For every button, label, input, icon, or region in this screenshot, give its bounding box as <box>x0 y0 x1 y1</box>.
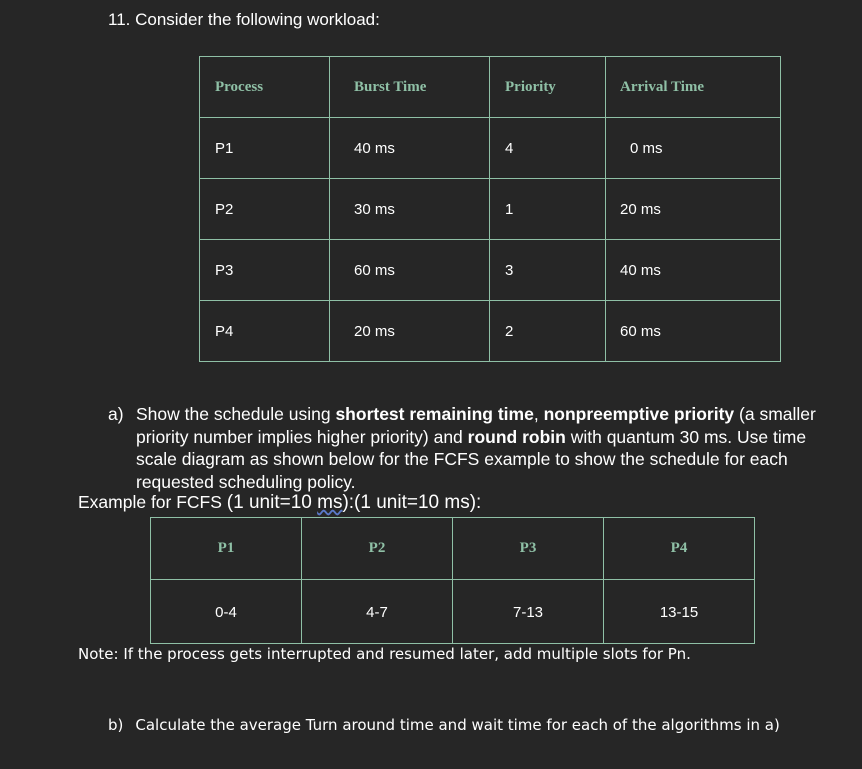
cell-burst: 20 ms <box>330 301 490 362</box>
cell-priority: 2 <box>490 301 606 362</box>
fcfs-process-cell: P4 <box>604 518 755 580</box>
cell-process: P3 <box>200 240 330 301</box>
header-process: Process <box>200 57 330 118</box>
part-a-text-2: , <box>533 404 544 424</box>
cell-arrival: 40 ms <box>606 240 781 301</box>
part-a-text-4: with quantum 30 ms. Use time scale diagram as shown below for the FCFS example to show the schedule for each requested scheduling policy. <box>136 426 807 492</box>
workload-table <box>199 56 781 362</box>
fcfs-process-cell: P3 <box>453 518 604 580</box>
fcfs-range-row <box>151 580 755 644</box>
fcfs-process-cell: P2 <box>302 518 453 580</box>
header-priority: Priority <box>490 57 606 118</box>
example-unit-ms: ms <box>317 492 343 513</box>
part-a-paragraph <box>108 403 828 493</box>
header-arrival-time: Arrival Time <box>606 57 781 118</box>
table-row <box>200 240 781 301</box>
cell-process: P1 <box>200 118 330 179</box>
part-a-text-1: Show the schedule using <box>136 404 336 424</box>
cell-burst: 60 ms <box>330 240 490 301</box>
fcfs-range-cell: 0-4 <box>151 580 302 644</box>
cell-process: P4 <box>200 301 330 362</box>
fcfs-gantt-table <box>150 517 755 644</box>
table-row <box>200 118 781 179</box>
example-unit-2: ):(1 unit=10 ms): <box>342 492 482 513</box>
part-a-bold-rr: round robin <box>467 426 566 447</box>
cell-priority: 1 <box>490 179 606 240</box>
cell-process: P2 <box>200 179 330 240</box>
part-a-text-3: (a smaller priority number implies higher priority) and <box>136 404 816 447</box>
part-b-paragraph <box>108 716 780 734</box>
part-a-bold-priority: nonpreemptive priority <box>543 404 735 424</box>
table-row <box>200 179 781 240</box>
cell-burst: 40 ms <box>330 118 490 179</box>
example-prefix: Example for FCFS <box>78 492 227 512</box>
fcfs-range-cell: 4-7 <box>302 580 453 644</box>
part-b-marker: b) <box>108 716 124 734</box>
cell-priority: 4 <box>490 118 606 179</box>
table-row <box>200 301 781 362</box>
fcfs-range-cell: 7-13 <box>453 580 604 644</box>
question-title: 11. Consider the following workload: <box>108 10 380 29</box>
cell-priority: 3 <box>490 240 606 301</box>
fcfs-process-cell: P1 <box>151 518 302 580</box>
example-unit-1: (1 unit=10 <box>226 492 318 513</box>
cell-burst: 30 ms <box>330 179 490 240</box>
part-a-marker: a) <box>108 404 124 424</box>
fcfs-process-row <box>151 518 755 580</box>
cell-arrival: 60 ms <box>606 301 781 362</box>
note-text: Note: If the process gets interrupted and resumed later, add multiple slots for Pn. <box>78 645 691 663</box>
part-a-bold-srt: shortest remaining time <box>335 404 534 424</box>
part-a-text <box>136 403 828 493</box>
example-label <box>78 492 481 514</box>
cell-arrival: 0 ms <box>606 118 781 179</box>
part-b-text: Calculate the average Turn around time and wait time for each of the algorithms in a) <box>135 716 780 734</box>
fcfs-range-cell: 13-15 <box>604 580 755 644</box>
header-burst-time: Burst Time <box>330 57 490 118</box>
cell-arrival: 20 ms <box>606 179 781 240</box>
workload-header-row <box>200 57 781 118</box>
